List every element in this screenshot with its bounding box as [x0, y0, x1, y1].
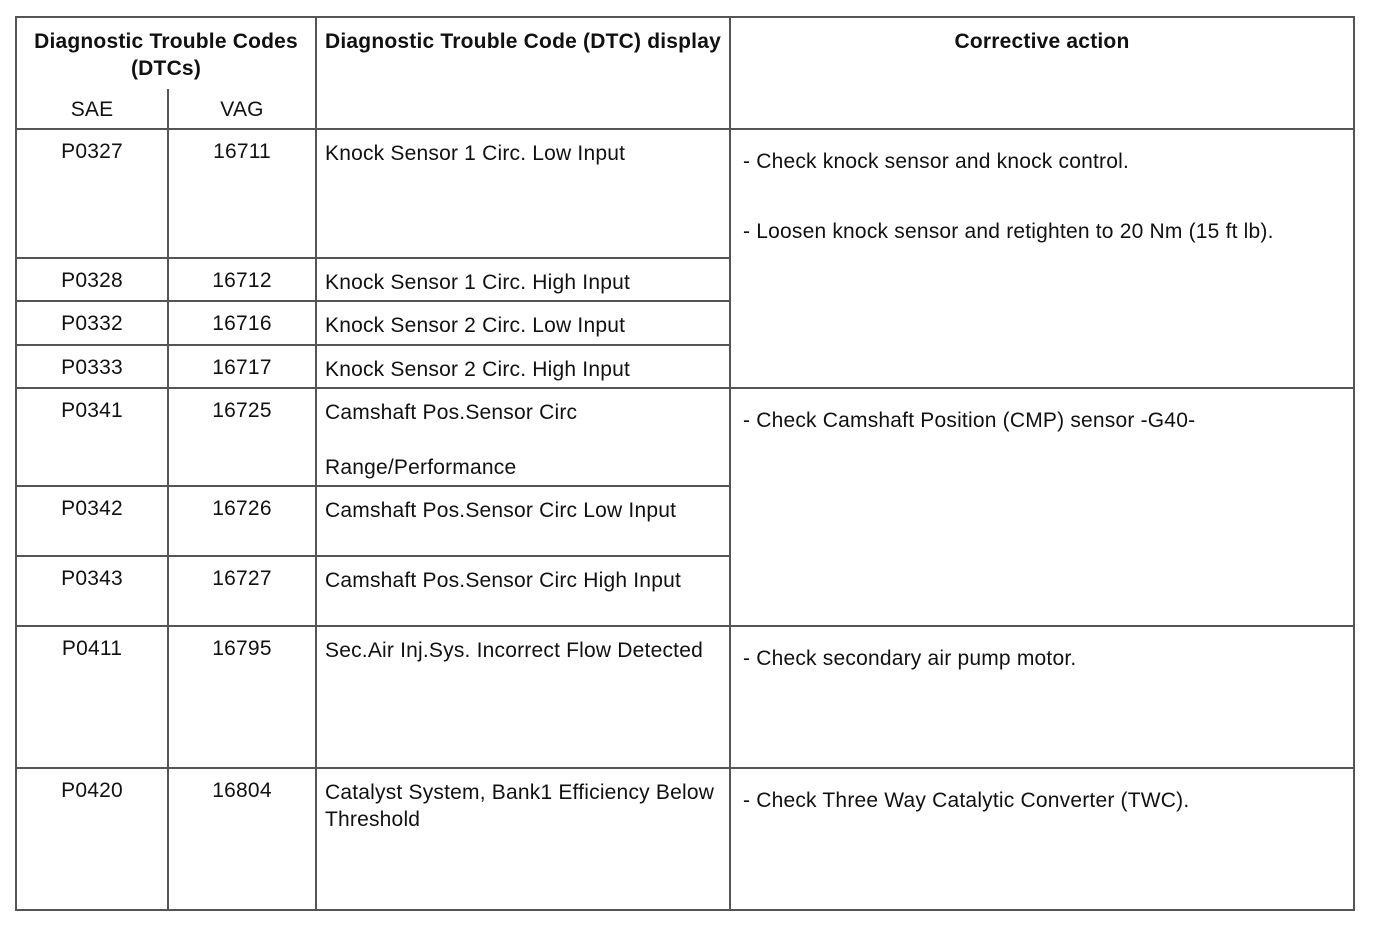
dtc-display: Camshaft Pos.Sensor Circ Low Input: [316, 486, 730, 556]
header-sae: SAE: [16, 89, 168, 129]
sae-code: P0341: [16, 388, 168, 486]
dtc-display: [316, 388, 730, 486]
dtc-display: Camshaft Pos.Sensor Circ High Input: [316, 556, 730, 626]
corrective-action-camshaft: [730, 388, 1354, 626]
header-dtc-codes: Diagnostic Trouble Codes (DTCs): [16, 17, 316, 89]
action-line: - Check secondary air pump motor.: [743, 647, 1077, 670]
dtc-display-line: Camshaft Pos.Sensor Circ: [325, 401, 578, 424]
table-row: [16, 129, 1354, 258]
vag-code: 16712: [168, 258, 316, 301]
header-vag: VAG: [168, 89, 316, 129]
dtc-display: Knock Sensor 1 Circ. High Input: [316, 258, 730, 301]
vag-code: 16716: [168, 301, 316, 345]
sae-code: P0343: [16, 556, 168, 626]
vag-code: 16711: [168, 129, 316, 258]
sae-code: P0333: [16, 345, 168, 388]
vag-code: 16804: [168, 768, 316, 910]
sae-code: P0328: [16, 258, 168, 301]
action-line: - Loosen knock sensor and retighten to 20 Nm (15 ft lb).: [743, 220, 1274, 243]
vag-code: 16726: [168, 486, 316, 556]
dtc-display: Knock Sensor 2 Circ. High Input: [316, 345, 730, 388]
header-corrective-action: Corrective action: [730, 17, 1354, 129]
dtc-display: Catalyst System, Bank1 Efficiency Below Threshold: [316, 768, 730, 910]
corrective-action-catalyst: [730, 768, 1354, 910]
sae-code: P0342: [16, 486, 168, 556]
dtc-display-line: Range/Performance: [325, 456, 517, 479]
vag-code: 16727: [168, 556, 316, 626]
header-dtc-display: Diagnostic Trouble Code (DTC) display: [316, 17, 730, 129]
sae-code: P0420: [16, 768, 168, 910]
table-row: [16, 388, 1354, 486]
corrective-action-knock: [730, 129, 1354, 388]
vag-code: 16795: [168, 626, 316, 768]
action-line: - Check Three Way Catalytic Converter (TWC).: [743, 789, 1190, 812]
dtc-display: Knock Sensor 2 Circ. Low Input: [316, 301, 730, 345]
table-row: [16, 626, 1354, 768]
sae-code: P0332: [16, 301, 168, 345]
corrective-action-secondary-air: [730, 626, 1354, 768]
action-line: - Check Camshaft Position (CMP) sensor -G40-: [743, 409, 1196, 432]
dtc-display: Sec.Air Inj.Sys. Incorrect Flow Detected: [316, 626, 730, 768]
vag-code: 16717: [168, 345, 316, 388]
dtc-table: [15, 16, 1355, 911]
dtc-display: Knock Sensor 1 Circ. Low Input: [316, 129, 730, 258]
sae-code: P0327: [16, 129, 168, 258]
table-row: [16, 768, 1354, 910]
vag-code: 16725: [168, 388, 316, 486]
sae-code: P0411: [16, 626, 168, 768]
action-line: - Check knock sensor and knock control.: [743, 150, 1129, 173]
